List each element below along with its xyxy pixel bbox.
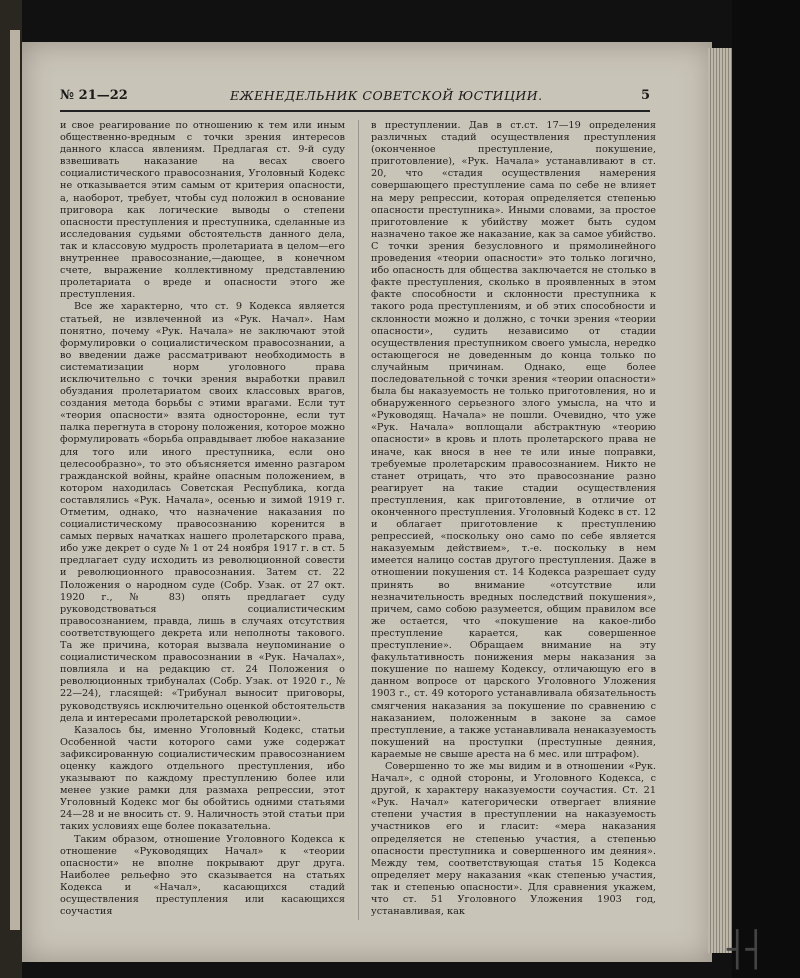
issue-number: № 21—22 bbox=[60, 88, 128, 103]
book-spine-left bbox=[0, 0, 22, 978]
paragraph: в преступлении. Дав в ст.ст. 17—19 определения различных стадий осуществления преступления (оконченное преступление, покушение, приготовление), «Рук. Начала» устанавливают в ст. 20, что «стадия осуществления намерения совершающего преступление сама по себе не влияет на меру репрессии, которая определяется степенью опасности преступника». Иными словами, за простое приготовление к убийству может быть судом назначено такое же наказание, как за самое убийство. С точки зрения безусловного и прямолинейного проведения «теории опасности» это только логично, ибо опасность для общества заключается не столько в факте преступления, сколько в проявленных в этом факте способности и склонности преступника к такого рода преступлениям, и об этих способности и склонности можно и должно, с точки зрения «теории опасности», судить независимо от стадии осуществления преступником своего умысла, нередко остающегося не доведенным до конца только по случайным причинам. Однако, еще более последовательной с точки зрения «теории опасности» была бы наказуемость не только приготовления, но и обнаруженного серьезного злого умысла, на что и «Руководящ. Начала» не пошли. Очевидно, что уже «Рук. Начала» воплощали абстрактную «теорию опасности» в кровь и плоть пролетарского права не иначе, как внося в нее те или иные поправки, требуемые пролетарским правосознанием. Никто не станет отрицать, что это правосознание разно реагирует на такие стадии осуществления преступления, как приготовление, в отличие от оконченного преступления. Уголовный Кодекс в ст. 12 и облагает приготовление к преступлению репрессией, «поскольку оно само по себе является наказуемым действием», т.-е. поскольку в нем имеется налицо состав другого преступления. Даже в отношении покушения ст. 14 Кодекса разрешает суду принять во внимание «отсутствие или незначительность вредных последствий покушения», причем, само собою разумеется, общим правилом все же остается, что «покушение на какое-либо преступление карается, как совершенное преступление». Обращаем внимание на эту факультативность понижения меры наказания за покушение по нашему Кодексу, отличающую его в данном вопросе от царского Уголовного Уложения 1903 г., ст. 49 которого устанавливала обязательность смягчения наказания за покушение по сравнению с наказанием, положенным в законе за самое преступление, а также устанавливала ненаказуемость покушений на проступки (преступные деяния, караемые не свыше ареста на 6 мес. или штрафом). bbox=[371, 120, 656, 760]
paragraph: Таким образом, отношение Уголовного Кодекса к отношение «Руководящих Начал» к «теории опасности» не вполне покрывают друг друга. Наиболее рельефно это сказывается на статьях Кодекса и «Начал», касающихся стадий осуществления преступления или касающихся соучастия bbox=[60, 833, 345, 918]
background-right bbox=[732, 0, 800, 978]
running-header bbox=[60, 88, 650, 112]
paragraph: Совершенно то же мы видим и в отношении «Рук. Начал», с одной стороны, и Уголовного Кодекса, с другой, к характеру наказуемости соучастия. Ст. 21 «Рук. Начал» категорически отвергает влияние степени участия в преступлении на наказуемость участников его и гласит: «мера наказания определяется не степенью участия, а степенью опасности преступника и совершенного им деяния». Между тем, соответствующая статья 15 Кодекса определяет меру наказания «как степенью участия, так и степенью опасности». Для сравнения укажем, что ст. 51 Уголовного Уложения 1903 год, устанавливая, как bbox=[371, 760, 656, 918]
paragraph: Все же характерно, что ст. 9 Кодекса является статьей, не извлеченной из «Рук. Начал». Нам понятно, почему «Рук. Начала» не заключают этой формулировки о социалистическом правосознании, а во введении даже рассматривают необходимость в систематизации норм уголовного права исключительно с точки зрения выработки правил обуздания пролетариатом своих классовых врагов, создания метода борьбы с этими врагами. Если тут «теория опасности» взята односторонне, если тут палка перегнута в сторону положения, которое можно формулировать «борьба оправдывает любое наказание для того или иного преступника, если оно целесообразно», то это объясняется именно разгаром гражданской войны, крайне опасным положением, в котором находилась Советская Республика, когда составлялись «Рук. Начала», осенью и зимой 1919 г. Отметим, однако, что назначение наказания по социалистическому правосознанию коренится в самых первых начатках нашего пролетарского права, ибо уже декрет о суде № 1 от 24 ноября 1917 г. в ст. 5 предлагает суду исходить из революционной совести и революционного правосознания. Затем ст. 22 Положения о народном суде (Собр. Узак. от 27 окт. 1920 г., № 83) опять предлагает суду руководствоваться социалистическим правосознанием, правда, лишь в случаях отсутствия соответствующего декрета или неполноты такового. Та же причина, которая вызвала неупоминание о социалистическом правосознании в «Рук. Началах», повлияла и на редакцию ст. 24 Положения о революционных трибуналах (Собр. Узак. от 1920 г., № 22—24), гласящей: «Трибунал выносит приговоры, руководствуясь исключительно оценкой обстоятельств дела и интересами пролетарской революции». bbox=[60, 301, 345, 724]
page-number: 5 bbox=[640, 88, 650, 103]
page-stack-edge bbox=[708, 48, 732, 953]
corner-scan-mark: ┤┤ bbox=[727, 930, 764, 970]
text-column-right bbox=[371, 120, 656, 920]
column-divider bbox=[358, 120, 359, 920]
adjacent-page-edge bbox=[10, 30, 20, 930]
paragraph: Казалось бы, именно Уголовный Кодекс, статьи Особенной части которого сами уже содержат зафиксированную социалистическим правосознанием оценку каждого отдельного преступления, ибо указывают по каждому преступлению более или менее узкие рамки для размаха репрессии, этот Уголовный Кодекс мог бы обойтись одними статьями 24—28 и не вносить ст. 9. Наличность этой статьи при таких условиях еще более показательна. bbox=[60, 724, 345, 833]
paragraph: и свое реагирование по отношению к тем или иным общественно-вредным с точки зрения интересов данного класса явлениям. Предлагая ст. 9-й суду взвешивать наказание на весах своего социалистического правосознания, Уголовный Кодекс не отказывается этим самым от критерия опасности, а, наоборот, требует, чтобы суд положил в основание приговора как логические выводы о степени опасности преступления и преступника, сделанные из исследования судьями обстоятельств данного дела, так и классовую мудрость пролетариата в целом—его внутреннее правосознание,—дающее, в конечном счете, выражение коллективному представлению пролетариата о вреде и опасности этого же преступления. bbox=[60, 120, 345, 301]
text-column-left bbox=[60, 120, 345, 920]
journal-title: ЕЖЕНЕДЕЛЬНИК СОВЕТСКОЙ ЮСТИЦИИ. bbox=[230, 88, 543, 103]
